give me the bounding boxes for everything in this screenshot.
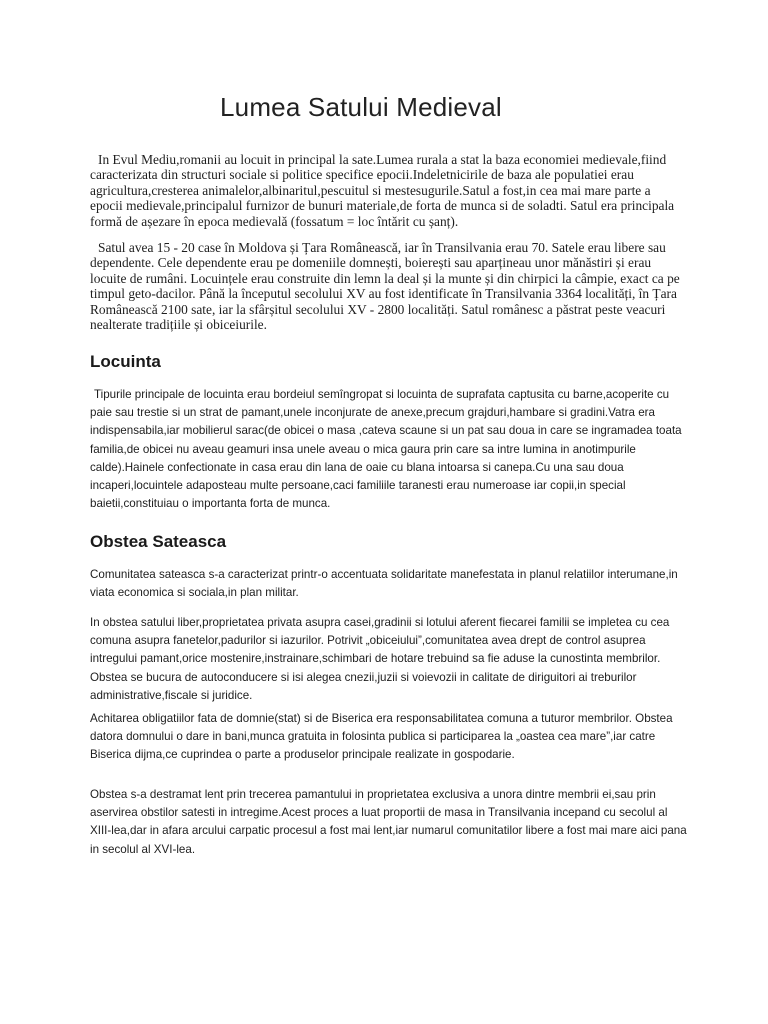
obstea-paragraph-3: Achitarea obligatiilor fata de domnie(stat) si de Biserica era responsabilitatea comuna a tuturor membrilor. Obstea datora domnului o dare in bani,munca gratuita in folosinta publica si participarea la „oastea cea mare”,iar catre Biserica dijma,ce cuprindea o parte a produselor principale realizate in gospodarie.	[90, 712, 673, 762]
intro-paragraph-2: Satul avea 15 - 20 case în Moldova și Țara Românească, iar în Transilvania erau 70. Satele erau libere sau dependente. Cele dependente erau pe domeniile domnești, boierești sau aparțineau unor mănăstiri și erau locuite de rumâni. Locuințele erau construite din lemn la deal și la munte și din chirpici la câmpie, exact ca pe timpul geto-dacilor. Până la începutul secolului XV au fost identificate în Transilvania 3364 localități, în Țara Românească 2100 sate, iar la sfârșitul secolului XV - 2800 localități. Satul românesc a păstrat peste veacuri nealterate tradițiile și obiceiurile.	[90, 240, 680, 333]
intro-paragraph-1: In Evul Mediu,romanii au locuit in principal la sate.Lumea rurala a stat la baza economiei medievale,fiind caracterizata din structuri sociale si politice specifice epocii.Indeletnicirile de baza ale populatiei erau agricultura,cresterea animalelor,albinaritul,pescuitul si mestesugurile.Satul a fost,in cea mai mare parte a epocii medievale,principalul furnizor de bunuri materiale,de forta de munca si de soladti. Satul era principala formă de așezare în epoca medievală (fossatum = loc întărit cu șanț).	[90, 152, 675, 229]
obstea-paragraph-2: In obstea satului liber,proprietatea privata asupra casei,gradinii si lotului aferent fiecarei familii se impletea cu cea comuna asupra fanetelor,padurilor si iazurilor. Potrivit „obiceiului”,comunitatea avea drept de control asuprea intregului pamant,orice mostenire,instrainare,schimbari de hotare trebuind sa fie aduse la cunostinta membrilor. Obstea se bucura de autoconducere si isi alegea cnezii,juzii si voievozii in calitate de diriguitori ai treburilor administrative,fiscale si juridice.	[90, 616, 670, 702]
section-heading-obstea: Obstea Sateasca	[90, 532, 227, 551]
page-title: Lumea Satului Medieval	[220, 92, 502, 122]
locuinta-paragraph: Tipurile principale de locuinta erau bordeiul semîngropat si locuinta de suprafata captusita cu barne,acoperite cu paie sau trestie si un strat de pamant,unele inconjurate de anexe,precum grajduri,hambare si gradini.Vatra era indispensabila,iar mobilierul sarac(de obicei o masa ,cateva scaune si un pat sau doua in care se ingramadea toata familia,de obicei nu aveau geamuri insa unele aveau o mica gaura prin care sa intre lumina in anotimpurile calde).Hainele confectionate in casa erau din lana de oaie cu blana intoarsa si canepa.Cu una sau doua incaperi,locuintele adaposteau multe persoane,caci familiile taranesti erau numeroase iar copii,in special baietii,constituiau o importanta forta de munca.	[90, 388, 682, 511]
section-heading-locuinta: Locuinta	[90, 352, 161, 371]
obstea-paragraph-4: Obstea s-a destramat lent prin trecerea pamantului in proprietatea exclusiva a unora dintre membrii ei,sau prin aservirea obstilor satesti in intregime.Acest proces a luat proportii de masa in Transilvania incepand cu secolul al XIII-lea,dar in afara arcului carpatic procesul a fost mai lent,iar numarul comunitatilor libere a fost mai mare aici pana in secolul al XVI-lea.	[90, 788, 687, 856]
obstea-paragraph-1: Comunitatea sateasca s-a caracterizat printr-o accentuata solidaritate manefestata in planul relatiilor interumane,in viata economica si sociala,in plan militar.	[90, 568, 678, 600]
